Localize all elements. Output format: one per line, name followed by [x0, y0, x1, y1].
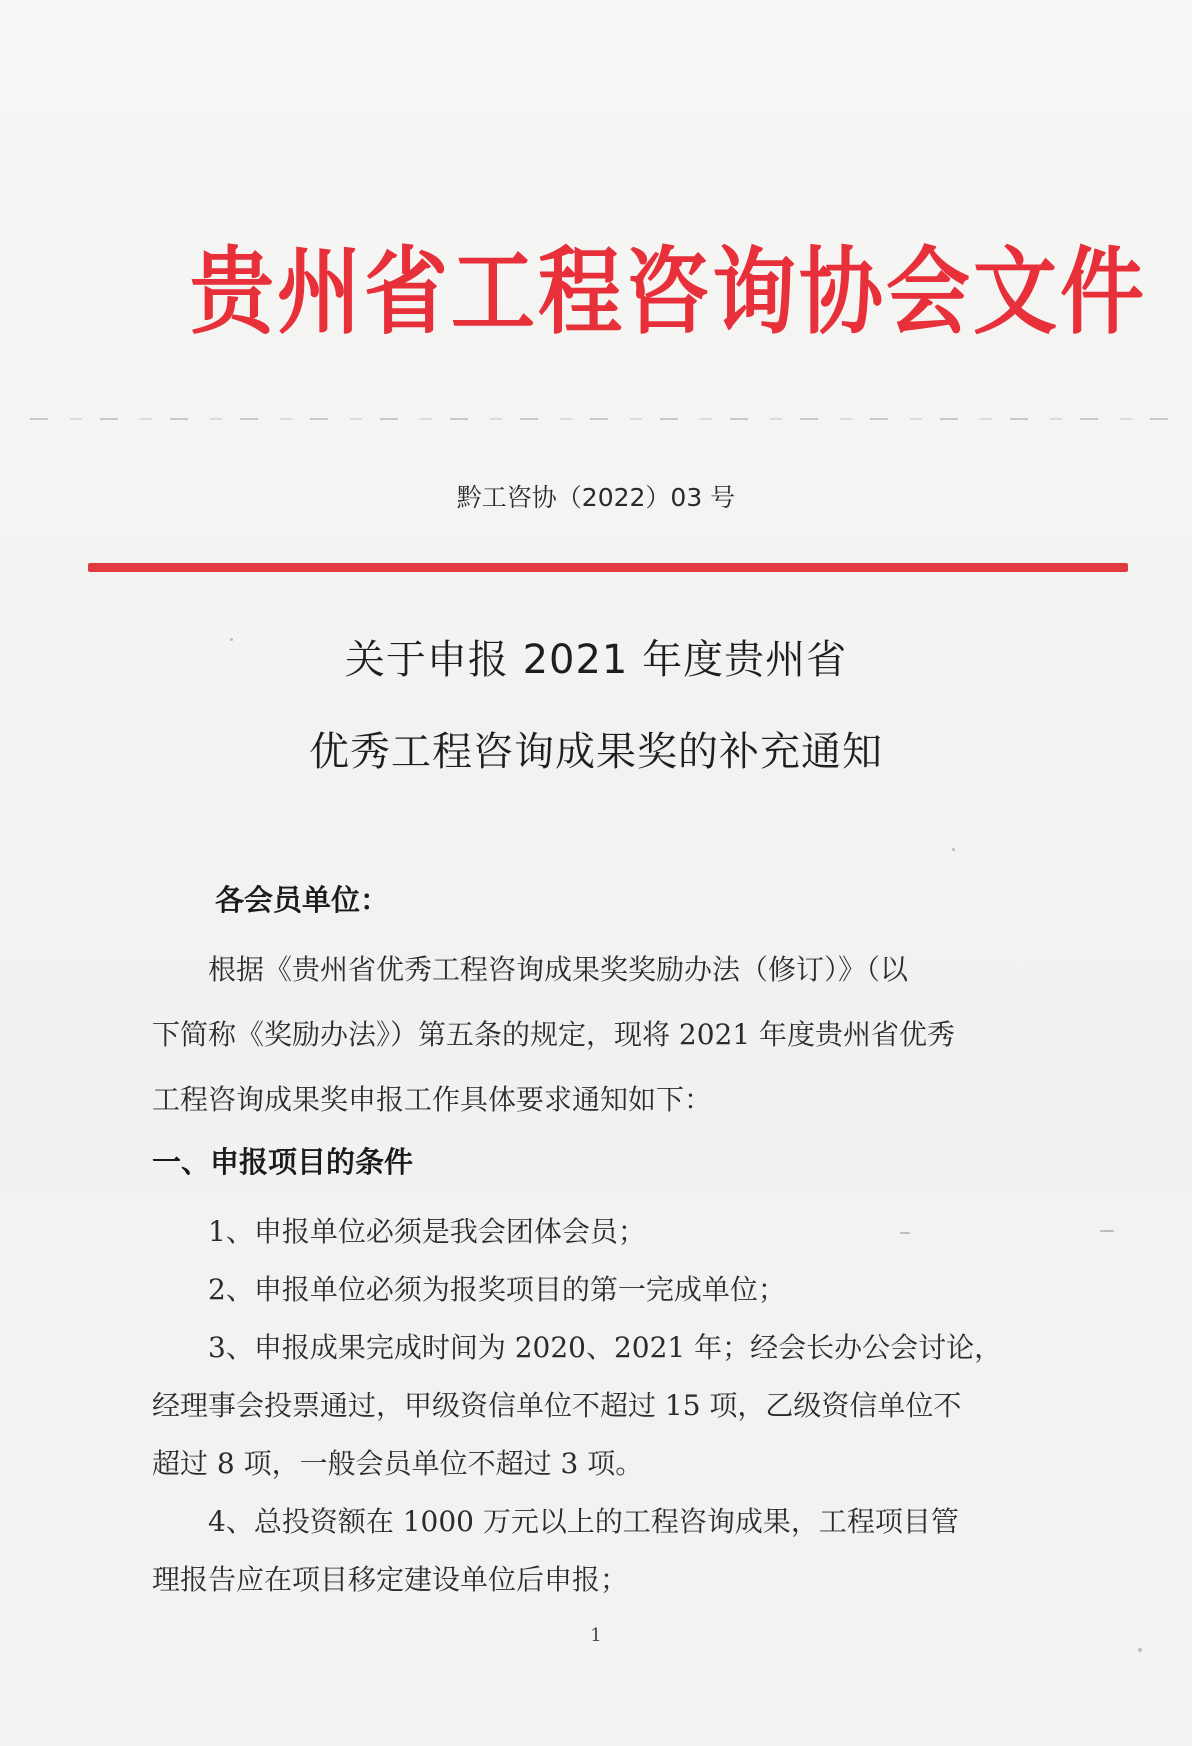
scan-speck — [230, 638, 233, 641]
document-number: 黔工咨协（2022）03 号 — [456, 483, 736, 512]
intro-line-2: 下简称《奖励办法》）第五条的规定，现将 2021 年度贵州省优秀 — [152, 1018, 956, 1051]
item-line-4: 经理事会投票通过，甲级资信单位不超过 15 项，乙级资信单位不 — [152, 1389, 962, 1422]
scan-artifact-line — [30, 418, 1170, 420]
scan-speck — [1138, 1648, 1142, 1652]
item-line-7: 理报告应在项目移定建设单位后申报； — [152, 1563, 629, 1596]
item-line-1: 1、申报单位必须是我会团体会员； — [152, 1215, 646, 1248]
intro-line-1: 根据《贵州省优秀工程咨询成果奖奖励办法（修订）》（以 — [152, 953, 909, 986]
item-line-6: 4、总投资额在 1000 万元以上的工程咨询成果，工程项目管 — [152, 1505, 959, 1538]
scan-speck — [1100, 1230, 1114, 1232]
item-line-2: 2、申报单位必须为报奖项目的第一完成单位； — [152, 1273, 786, 1306]
notice-title-line-1: 关于申报 2021 年度贵州省 — [344, 637, 848, 683]
intro-line-3: 工程咨询成果奖申报工作具体要求通知如下： — [152, 1083, 713, 1116]
item-line-3: 3、申报成果完成时间为 2020、2021 年；经会长办公会讨论， — [152, 1331, 1003, 1364]
scan-speck — [900, 1232, 910, 1234]
salutation: 各会员单位： — [215, 883, 390, 917]
page-number: 1 — [590, 1625, 602, 1646]
red-divider-rule — [88, 563, 1128, 572]
item-line-5: 超过 8 项，一般会员单位不超过 3 项。 — [152, 1447, 644, 1480]
section-heading-1: 一、申报项目的条件 — [152, 1145, 414, 1179]
notice-title-line-2: 优秀工程咨询成果奖的补充通知 — [309, 729, 883, 775]
scan-speck — [952, 848, 955, 851]
issuer-header-title: 贵州省工程咨询协会文件 — [190, 237, 1148, 347]
